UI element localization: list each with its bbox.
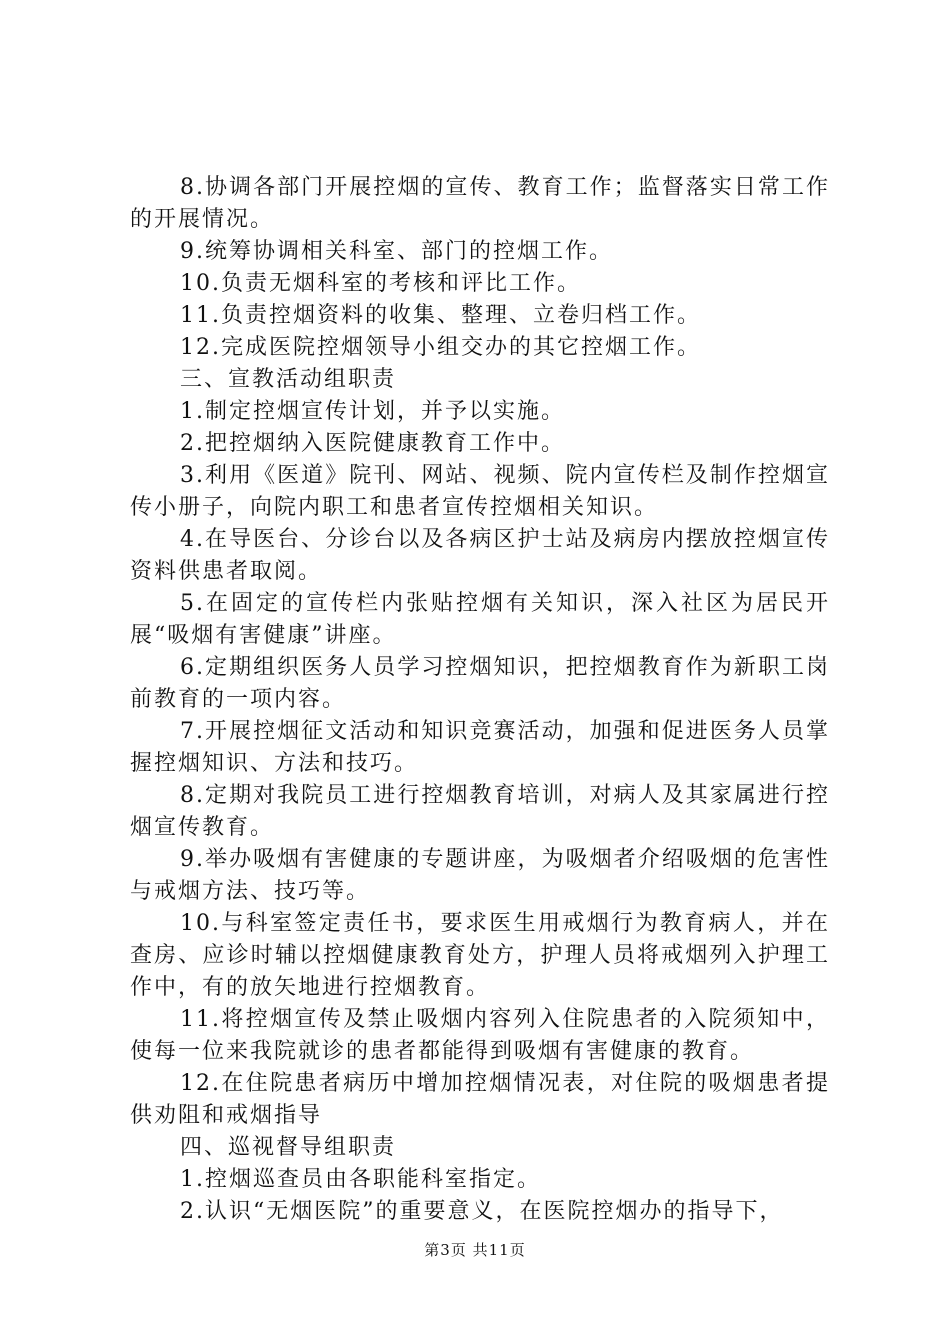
paragraph: 11.将控烟宣传及禁止吸烟内容列入住院患者的入院须知中，使每一位来我院就诊的患者都能得到吸烟有害健康的教育。 [130,1007,830,1064]
paragraph: 8.协调各部门开展控烟的宣传、教育工作；监督落实日常工作的开展情况。 [130,175,830,232]
paragraph: 1.控烟巡查员由各职能科室指定。 [180,1167,541,1192]
page-footer [0,1240,950,1260]
paragraph: 10.与科室签定责任书，要求医生用戒烟行为教育病人，并在查房、应诊时辅以控烟健康教育处方，护理人员将戒烟列入护理工作中，有的放矢地进行控烟教育。 [130,911,830,1000]
paragraph: 12.完成医院控烟领导小组交办的其它控烟工作。 [180,335,701,360]
paragraph: 4.在导医台、分诊台以及各病区护士站及病房内摆放控烟宣传资料供患者取阅。 [130,527,830,584]
paragraph: 10.负责无烟科室的考核和评比工作。 [180,271,581,296]
paragraph: 9.统筹协调相关科室、部门的控烟工作。 [180,239,613,264]
paragraph: 2.认识“无烟医院”的重要意义，在医院控烟办的指导下， [180,1199,784,1224]
paragraph: 5.在固定的宣传栏内张贴控烟有关知识，深入社区为居民开展“吸烟有害健康”讲座。 [130,591,830,648]
paragraph: 12.在住院患者病历中增加控烟情况表，对住院的吸烟患者提供劝阻和戒烟指导 [130,1071,830,1128]
page-number-label: 第3页 共11页 [424,1241,526,1259]
paragraph: 6.定期组织医务人员学习控烟知识，把控烟教育作为新职工岗前教育的一项内容。 [130,655,830,712]
paragraph: 9.举办吸烟有害健康的专题讲座，为吸烟者介绍吸烟的危害性与戒烟方法、技巧等。 [130,847,830,904]
paragraph: 8.定期对我院员工进行控烟教育培训，对病人及其家属进行控烟宣传教育。 [130,783,830,840]
paragraph: 11.负责控烟资料的收集、整理、立卷归档工作。 [180,303,701,328]
paragraph: 7.开展控烟征文活动和知识竞赛活动，加强和促进医务人员掌握控烟知识、方法和技巧。 [130,719,830,776]
section-heading: 三、宣教活动组职责 [180,367,397,392]
document-body [130,172,830,1228]
paragraph: 2.把控烟纳入医院健康教育工作中。 [180,431,565,456]
paragraph: 3.利用《医道》院刊、网站、视频、院内宣传栏及制作控烟宣传小册子，向院内职工和患者宣传控烟相关知识。 [130,463,830,520]
paragraph: 1.制定控烟宣传计划，并予以实施。 [180,399,565,424]
section-heading: 四、巡视督导组职责 [180,1135,397,1160]
